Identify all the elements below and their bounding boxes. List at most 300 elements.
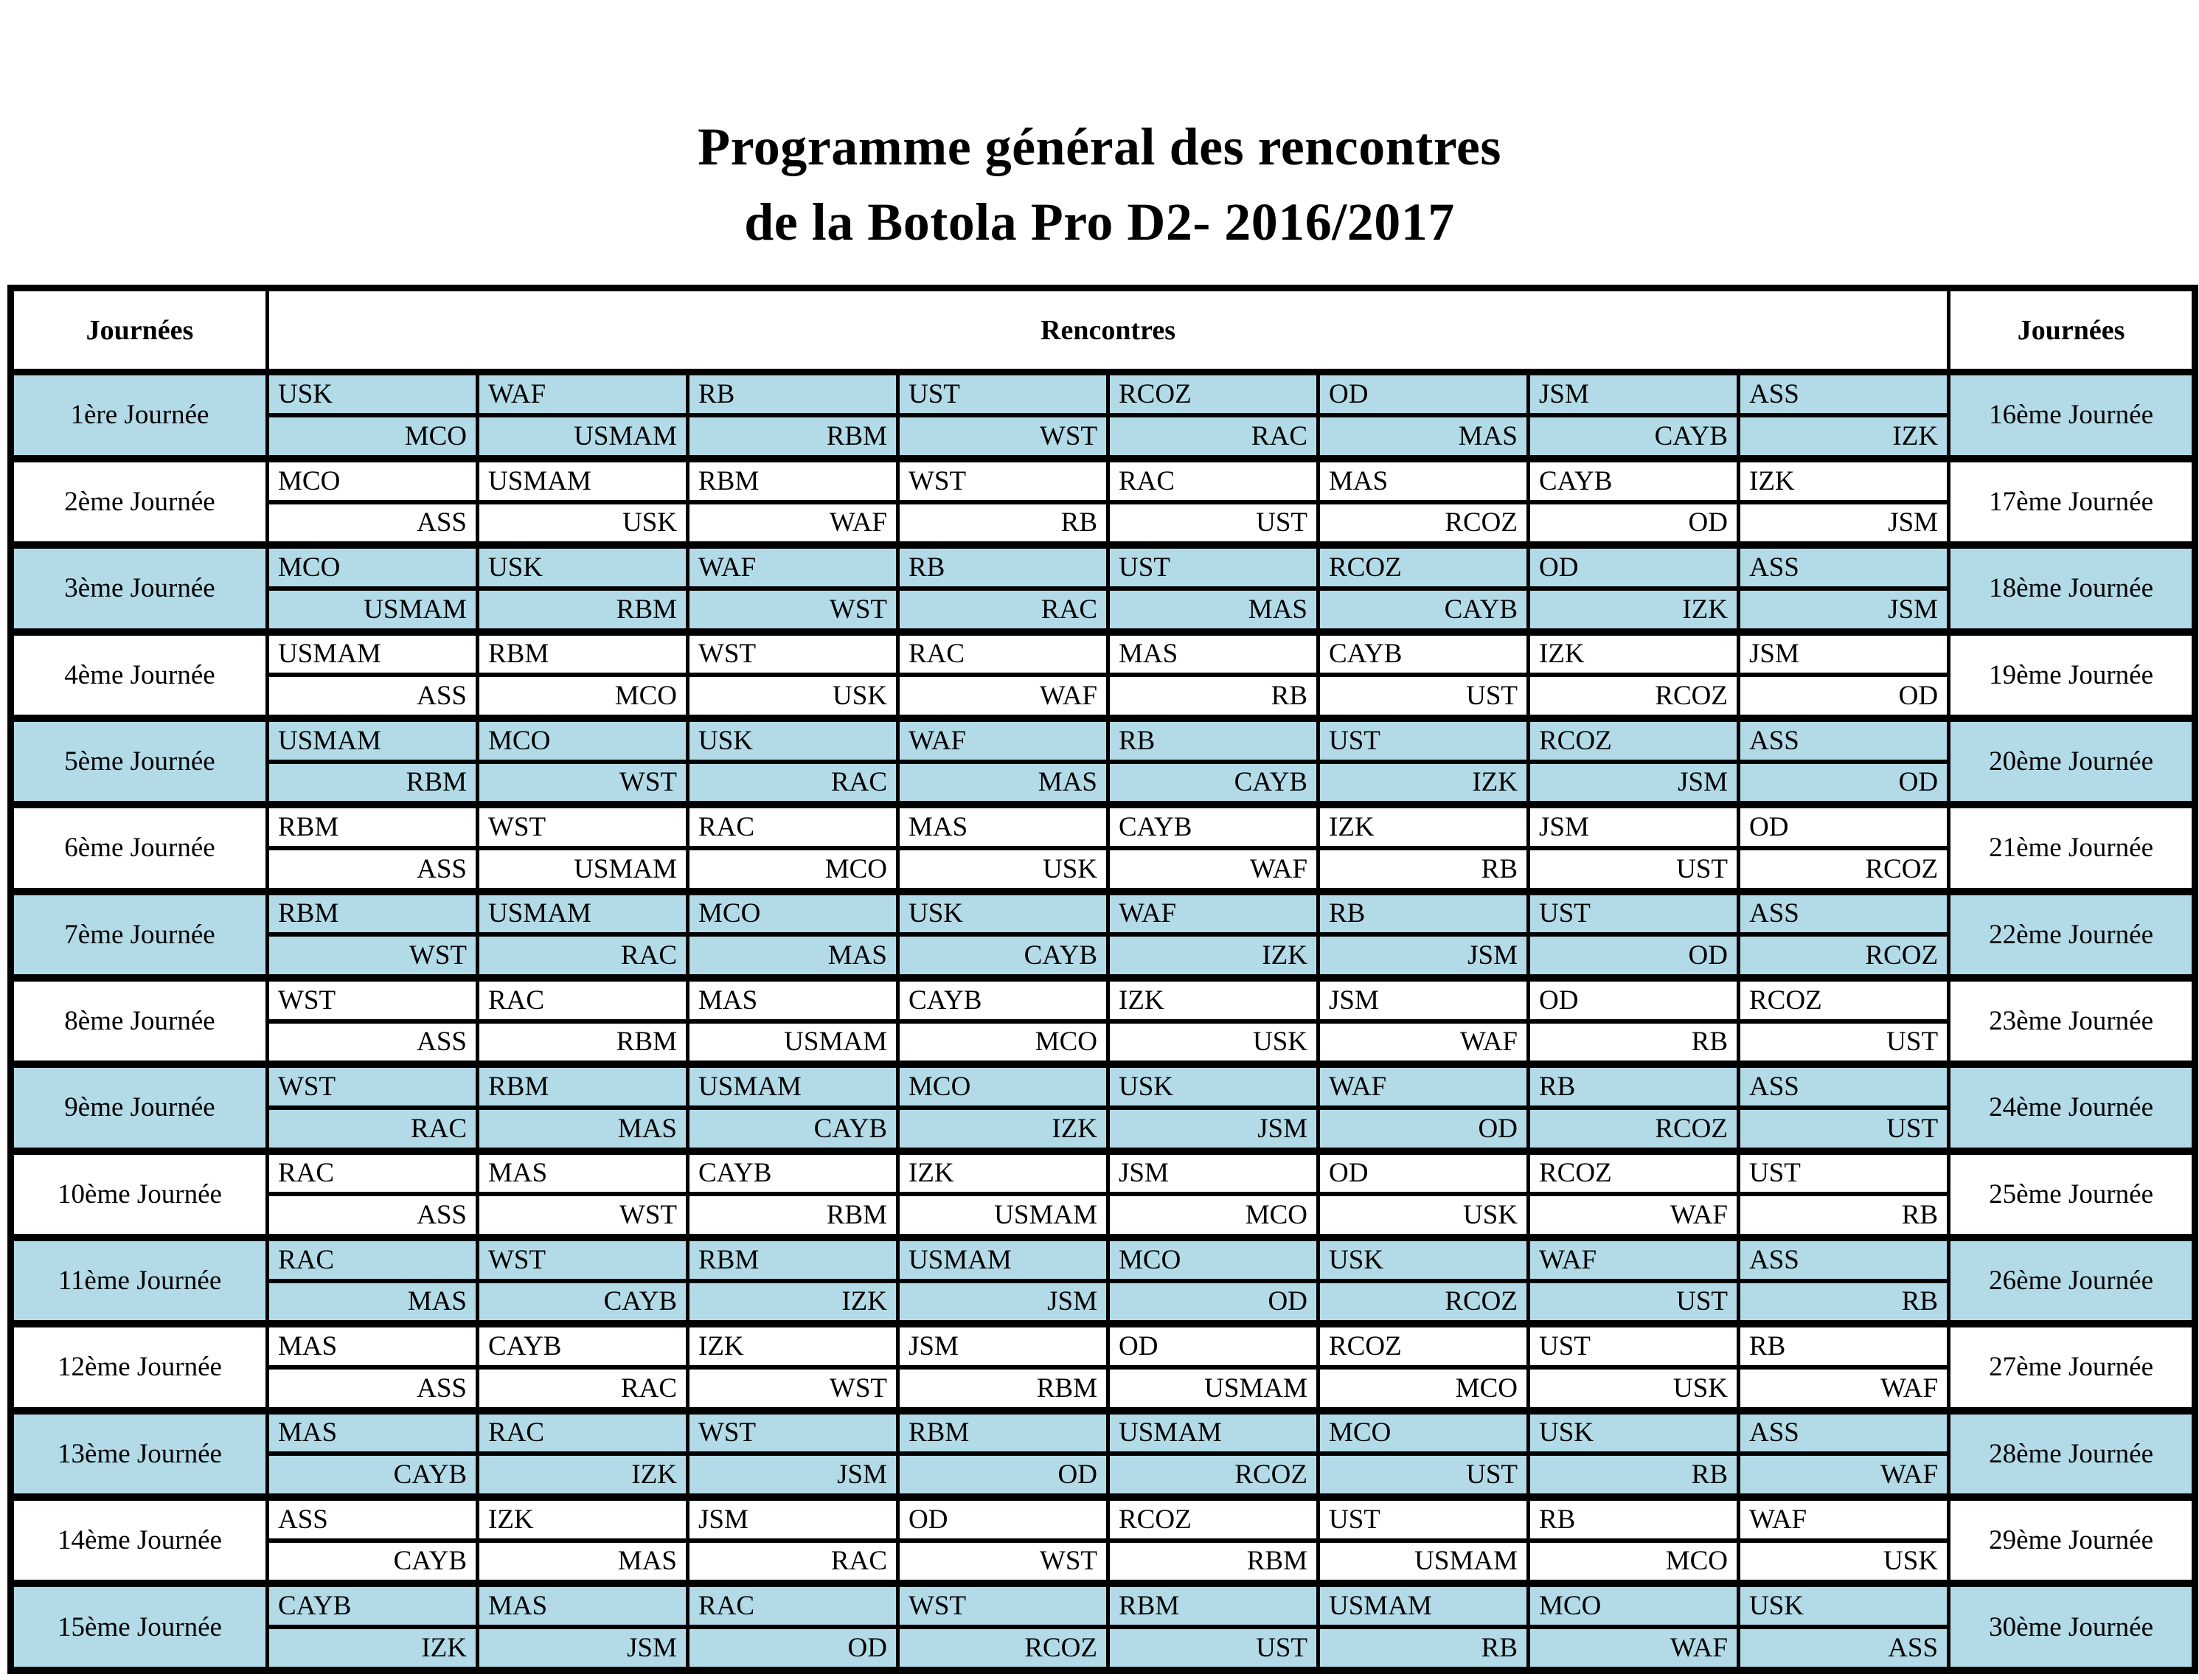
away-team-cell: MAS [688, 934, 898, 978]
away-team-cell: MCO [268, 415, 478, 459]
journee-left-label: 14ème Journée [11, 1497, 268, 1583]
away-team-cell: IZK [898, 1108, 1108, 1151]
journee-row-bottom [11, 502, 2195, 546]
away-team-cell: CAYB [1529, 415, 1739, 459]
home-team-cell: RBM [478, 1064, 688, 1108]
home-team-cell: RBM [898, 1411, 1108, 1454]
away-team-cell: MCO [1529, 1541, 1739, 1584]
away-team-cell: WST [688, 589, 898, 632]
away-team-cell: ASS [268, 1021, 478, 1065]
away-team-cell: WST [478, 1194, 688, 1238]
away-team-cell: IZK [1319, 762, 1529, 805]
home-team-cell: OD [1529, 978, 1739, 1021]
away-team-cell: USK [1529, 1367, 1739, 1411]
home-team-cell: UST [1529, 1324, 1739, 1367]
journee-right-label: 19ème Journée [1949, 632, 2195, 718]
away-team-cell: RAC [268, 1108, 478, 1151]
home-team-cell: MCO [1108, 1238, 1319, 1281]
home-team-cell: USMAM [1108, 1411, 1319, 1454]
home-team-cell: RAC [898, 632, 1108, 676]
home-team-cell: WAF [898, 718, 1108, 762]
home-team-cell: MCO [478, 718, 688, 762]
journee-row-top [11, 632, 2195, 676]
journee-right-label: 21ème Journée [1949, 805, 2195, 891]
away-team-cell: RCOZ [1319, 1281, 1529, 1325]
journee-right-label: 30ème Journée [1949, 1583, 2195, 1670]
journee-row-top [11, 978, 2195, 1021]
away-team-cell: MAS [898, 762, 1108, 805]
journee-row-top [11, 1064, 2195, 1108]
away-team-cell: CAYB [268, 1454, 478, 1497]
journee-row-bottom [11, 1194, 2195, 1238]
home-team-cell: RCOZ [1319, 1324, 1529, 1367]
away-team-cell: OD [1739, 762, 1949, 805]
home-team-cell: RBM [688, 1238, 898, 1281]
home-team-cell: RBM [688, 459, 898, 502]
home-team-cell: WAF [1529, 1238, 1739, 1281]
journee-row-bottom [11, 934, 2195, 978]
away-team-cell: RB [1529, 1021, 1739, 1065]
home-team-cell: CAYB [268, 1583, 478, 1627]
journee-left-label: 9ème Journée [11, 1064, 268, 1150]
away-team-cell: WST [688, 1367, 898, 1411]
home-team-cell: RB [1108, 718, 1319, 762]
home-team-cell: ASS [1739, 372, 1949, 416]
home-team-cell: RB [688, 372, 898, 416]
journee-row-bottom [11, 762, 2195, 805]
home-team-cell: USK [1319, 1238, 1529, 1281]
away-team-cell: UST [1108, 502, 1319, 546]
away-team-cell: UST [1739, 1108, 1949, 1151]
journee-right-label: 26ème Journée [1949, 1238, 2195, 1324]
home-team-cell: USMAM [898, 1238, 1108, 1281]
away-team-cell: UST [1108, 1627, 1319, 1670]
home-team-cell: USK [1529, 1411, 1739, 1454]
away-team-cell: WAF [1739, 1367, 1949, 1411]
home-team-cell: USMAM [478, 892, 688, 935]
away-team-cell: USMAM [1108, 1367, 1319, 1411]
journee-left-label: 15ème Journée [11, 1583, 268, 1670]
away-team-cell: RBM [268, 762, 478, 805]
journee-left-label: 7ème Journée [11, 892, 268, 978]
journee-row-bottom [11, 1541, 2195, 1584]
journee-row-top [11, 892, 2195, 935]
home-team-cell: OD [1319, 372, 1529, 416]
journee-row-bottom [11, 1367, 2195, 1411]
home-team-cell: USK [898, 892, 1108, 935]
journee-row-top [11, 372, 2195, 416]
home-team-cell: CAYB [898, 978, 1108, 1021]
home-team-cell: IZK [1739, 459, 1949, 502]
away-team-cell: JSM [478, 1627, 688, 1670]
journee-left-label: 10ème Journée [11, 1151, 268, 1238]
away-team-cell: ASS [268, 848, 478, 892]
away-team-cell: USMAM [268, 589, 478, 632]
home-team-cell: MAS [1108, 632, 1319, 676]
journee-row-bottom [11, 1281, 2195, 1325]
document-title [0, 109, 2199, 260]
home-team-cell: USMAM [1319, 1583, 1529, 1627]
home-team-cell: JSM [898, 1324, 1108, 1367]
home-team-cell: USK [1739, 1583, 1949, 1627]
away-team-cell: WAF [688, 502, 898, 546]
away-team-cell: RAC [478, 1367, 688, 1411]
away-team-cell: UST [1529, 848, 1739, 892]
away-team-cell: RBM [478, 1021, 688, 1065]
away-team-cell: UST [1529, 1281, 1739, 1325]
away-team-cell: ASS [268, 675, 478, 718]
home-team-cell: MAS [478, 1151, 688, 1195]
home-team-cell: RAC [688, 805, 898, 848]
away-team-cell: USMAM [898, 1194, 1108, 1238]
home-team-cell: CAYB [1108, 805, 1319, 848]
header-journees-left: Journées [11, 288, 268, 372]
away-team-cell: RBM [898, 1367, 1108, 1411]
home-team-cell: RAC [688, 1583, 898, 1627]
home-team-cell: RAC [478, 1411, 688, 1454]
home-team-cell: ASS [1739, 718, 1949, 762]
away-team-cell: IZK [1108, 934, 1319, 978]
journee-row-bottom [11, 589, 2195, 632]
home-team-cell: CAYB [1529, 459, 1739, 502]
away-team-cell: OD [898, 1454, 1108, 1497]
home-team-cell: MCO [268, 459, 478, 502]
away-team-cell: MAS [1319, 415, 1529, 459]
away-team-cell: RAC [688, 762, 898, 805]
home-team-cell: RBM [268, 805, 478, 848]
away-team-cell: MAS [478, 1541, 688, 1584]
home-team-cell: OD [1739, 805, 1949, 848]
home-team-cell: JSM [1529, 805, 1739, 848]
away-team-cell: RBM [688, 415, 898, 459]
home-team-cell: WST [478, 1238, 688, 1281]
journee-left-label: 8ème Journée [11, 978, 268, 1064]
away-team-cell: IZK [268, 1627, 478, 1670]
home-team-cell: USMAM [268, 632, 478, 676]
home-team-cell: RCOZ [1108, 1497, 1319, 1541]
away-team-cell: MAS [478, 1108, 688, 1151]
away-team-cell: WAF [1108, 848, 1319, 892]
journee-row-top [11, 805, 2195, 848]
away-team-cell: JSM [1529, 762, 1739, 805]
away-team-cell: RB [1319, 1627, 1529, 1670]
away-team-cell: UST [1319, 1454, 1529, 1497]
journee-row-bottom [11, 1108, 2195, 1151]
away-team-cell: RBM [478, 589, 688, 632]
away-team-cell: OD [1739, 675, 1949, 718]
home-team-cell: ASS [1739, 1064, 1949, 1108]
home-team-cell: OD [1529, 545, 1739, 589]
away-team-cell: JSM [1739, 589, 1949, 632]
journee-right-label: 28ème Journée [1949, 1411, 2195, 1497]
away-team-cell: WST [268, 934, 478, 978]
home-team-cell: USMAM [478, 459, 688, 502]
away-team-cell: WAF [1529, 1627, 1739, 1670]
journee-right-label: 17ème Journée [1949, 459, 2195, 545]
journee-row-top [11, 1583, 2195, 1627]
home-team-cell: MAS [268, 1411, 478, 1454]
home-team-cell: RAC [268, 1238, 478, 1281]
title-line-1: Programme général des rencontres [698, 117, 1501, 176]
journee-right-label: 16ème Journée [1949, 372, 2195, 459]
home-team-cell: RAC [1108, 459, 1319, 502]
away-team-cell: JSM [1108, 1108, 1319, 1151]
home-team-cell: RAC [268, 1151, 478, 1195]
away-team-cell: IZK [478, 1454, 688, 1497]
home-team-cell: RCOZ [1529, 1151, 1739, 1195]
home-team-cell: RCOZ [1319, 545, 1529, 589]
away-team-cell: CAYB [268, 1541, 478, 1584]
home-team-cell: IZK [1108, 978, 1319, 1021]
away-team-cell: USMAM [478, 415, 688, 459]
home-team-cell: WAF [478, 372, 688, 416]
home-team-cell: ASS [1739, 545, 1949, 589]
home-team-cell: UST [898, 372, 1108, 416]
away-team-cell: MAS [1108, 589, 1319, 632]
away-team-cell: RB [898, 502, 1108, 546]
home-team-cell: JSM [1108, 1151, 1319, 1195]
home-team-cell: RBM [268, 892, 478, 935]
home-team-cell: UST [1739, 1151, 1949, 1195]
away-team-cell: RB [1739, 1281, 1949, 1325]
journee-row-top [11, 459, 2195, 502]
away-team-cell: RAC [1108, 415, 1319, 459]
away-team-cell: CAYB [688, 1108, 898, 1151]
home-team-cell: JSM [688, 1497, 898, 1541]
home-team-cell: USK [478, 545, 688, 589]
journee-row-bottom [11, 1454, 2195, 1497]
home-team-cell: WAF [1739, 1497, 1949, 1541]
home-team-cell: UST [1319, 718, 1529, 762]
home-team-cell: ASS [1739, 892, 1949, 935]
home-team-cell: RAC [478, 978, 688, 1021]
home-team-cell: MCO [268, 545, 478, 589]
away-team-cell: RB [1108, 675, 1319, 718]
away-team-cell: WAF [898, 675, 1108, 718]
home-team-cell: RB [1739, 1324, 1949, 1367]
away-team-cell: OD [1529, 502, 1739, 546]
away-team-cell: RAC [688, 1541, 898, 1584]
home-team-cell: USK [268, 372, 478, 416]
away-team-cell: WAF [1319, 1021, 1529, 1065]
away-team-cell: USMAM [478, 848, 688, 892]
home-team-cell: IZK [688, 1324, 898, 1367]
journee-row-top [11, 1411, 2195, 1454]
away-team-cell: MAS [268, 1281, 478, 1325]
journee-row-bottom [11, 675, 2195, 718]
away-team-cell: USK [688, 675, 898, 718]
away-team-cell: RCOZ [898, 1627, 1108, 1670]
home-team-cell: WST [688, 632, 898, 676]
home-team-cell: RB [898, 545, 1108, 589]
home-team-cell: IZK [898, 1151, 1108, 1195]
home-team-cell: UST [1319, 1497, 1529, 1541]
away-team-cell: CAYB [898, 934, 1108, 978]
home-team-cell: MCO [898, 1064, 1108, 1108]
journee-row-bottom [11, 415, 2195, 459]
title-line-2: de la Botola Pro D2- 2016/2017 [744, 192, 1455, 252]
away-team-cell: JSM [898, 1281, 1108, 1325]
home-team-cell: MAS [898, 805, 1108, 848]
away-team-cell: RAC [478, 934, 688, 978]
away-team-cell: WST [898, 1541, 1108, 1584]
home-team-cell: USMAM [688, 1064, 898, 1108]
away-team-cell: IZK [1739, 415, 1949, 459]
away-team-cell: UST [1319, 675, 1529, 718]
away-team-cell: RCOZ [1739, 934, 1949, 978]
journee-right-label: 20ème Journée [1949, 718, 2195, 805]
away-team-cell: WST [478, 762, 688, 805]
home-team-cell: OD [1319, 1151, 1529, 1195]
away-team-cell: JSM [1319, 934, 1529, 978]
header-row [11, 288, 2195, 372]
home-team-cell: WST [898, 1583, 1108, 1627]
journee-row-top [11, 718, 2195, 762]
away-team-cell: RCOZ [1319, 502, 1529, 546]
away-team-cell: USK [478, 502, 688, 546]
home-team-cell: WST [268, 978, 478, 1021]
journee-row-bottom [11, 1627, 2195, 1670]
home-team-cell: CAYB [688, 1151, 898, 1195]
away-team-cell: USMAM [1319, 1541, 1529, 1584]
journee-left-label: 13ème Journée [11, 1411, 268, 1497]
home-team-cell: UST [1529, 892, 1739, 935]
journee-right-label: 25ème Journée [1949, 1151, 2195, 1238]
away-team-cell: MCO [478, 675, 688, 718]
away-team-cell: OD [688, 1627, 898, 1670]
header-journees-right: Journées [1949, 288, 2195, 372]
header-rencontres: Rencontres [268, 288, 1949, 372]
home-team-cell: CAYB [478, 1324, 688, 1367]
away-team-cell: IZK [1529, 589, 1739, 632]
home-team-cell: WAF [688, 545, 898, 589]
journee-left-label: 1ère Journée [11, 372, 268, 459]
home-team-cell: OD [1108, 1324, 1319, 1367]
away-team-cell: ASS [268, 1194, 478, 1238]
away-team-cell: IZK [688, 1281, 898, 1325]
away-team-cell: WST [898, 415, 1108, 459]
away-team-cell: RBM [688, 1194, 898, 1238]
home-team-cell: RCOZ [1529, 718, 1739, 762]
away-team-cell: RCOZ [1739, 848, 1949, 892]
away-team-cell: RB [1319, 848, 1529, 892]
away-team-cell: USK [1739, 1541, 1949, 1584]
home-team-cell: MAS [688, 978, 898, 1021]
away-team-cell: UST [1739, 1021, 1949, 1065]
home-team-cell: IZK [1529, 632, 1739, 676]
journee-right-label: 29ème Journée [1949, 1497, 2195, 1583]
home-team-cell: MCO [688, 892, 898, 935]
journee-right-label: 27ème Journée [1949, 1324, 2195, 1410]
away-team-cell: MCO [688, 848, 898, 892]
home-team-cell: JSM [1529, 372, 1739, 416]
away-team-cell: MCO [1108, 1194, 1319, 1238]
home-team-cell: RB [1529, 1064, 1739, 1108]
home-team-cell: OD [898, 1497, 1108, 1541]
away-team-cell: ASS [268, 502, 478, 546]
away-team-cell: USK [1319, 1194, 1529, 1238]
journee-left-label: 2ème Journée [11, 459, 268, 545]
fixtures-table [7, 285, 2198, 1674]
journee-left-label: 6ème Journée [11, 805, 268, 891]
journee-row-bottom [11, 1021, 2195, 1065]
home-team-cell: RCOZ [1739, 978, 1949, 1021]
home-team-cell: MAS [1319, 459, 1529, 502]
away-team-cell: RB [1529, 1454, 1739, 1497]
journee-right-label: 18ème Journée [1949, 545, 2195, 631]
away-team-cell: ASS [1739, 1627, 1949, 1670]
journee-left-label: 3ème Journée [11, 545, 268, 631]
home-team-cell: RB [1319, 892, 1529, 935]
home-team-cell: RCOZ [1108, 372, 1319, 416]
away-team-cell: OD [1529, 934, 1739, 978]
away-team-cell: USK [1108, 1021, 1319, 1065]
away-team-cell: RCOZ [1529, 1108, 1739, 1151]
away-team-cell: CAYB [1108, 762, 1319, 805]
journee-row-top [11, 1497, 2195, 1541]
home-team-cell: RBM [1108, 1583, 1319, 1627]
home-team-cell: MCO [1319, 1411, 1529, 1454]
away-team-cell: WAF [1529, 1194, 1739, 1238]
home-team-cell: WAF [1319, 1064, 1529, 1108]
home-team-cell: MAS [478, 1583, 688, 1627]
journee-row-top [11, 1324, 2195, 1367]
home-team-cell: RBM [478, 632, 688, 676]
away-team-cell: OD [1319, 1108, 1529, 1151]
home-team-cell: ASS [268, 1497, 478, 1541]
journee-row-top [11, 545, 2195, 589]
away-team-cell: RB [1739, 1194, 1949, 1238]
home-team-cell: USK [688, 718, 898, 762]
home-team-cell: WST [688, 1411, 898, 1454]
away-team-cell: WAF [1739, 1454, 1949, 1497]
journee-row-bottom [11, 848, 2195, 892]
away-team-cell: JSM [1739, 502, 1949, 546]
home-team-cell: MCO [1529, 1583, 1739, 1627]
home-team-cell: ASS [1739, 1411, 1949, 1454]
home-team-cell: USMAM [268, 718, 478, 762]
journee-right-label: 23ème Journée [1949, 978, 2195, 1064]
away-team-cell: RBM [1108, 1541, 1319, 1584]
away-team-cell: ASS [268, 1367, 478, 1411]
home-team-cell: USK [1108, 1064, 1319, 1108]
journee-row-top [11, 1238, 2195, 1281]
home-team-cell: IZK [1319, 805, 1529, 848]
away-team-cell: MCO [1319, 1367, 1529, 1411]
home-team-cell: CAYB [1319, 632, 1529, 676]
away-team-cell: CAYB [478, 1281, 688, 1325]
home-team-cell: WST [478, 805, 688, 848]
journee-row-top [11, 1151, 2195, 1195]
journee-left-label: 5ème Journée [11, 718, 268, 805]
home-team-cell: ASS [1739, 1238, 1949, 1281]
home-team-cell: JSM [1319, 978, 1529, 1021]
home-team-cell: WST [898, 459, 1108, 502]
away-team-cell: RCOZ [1529, 675, 1739, 718]
home-team-cell: IZK [478, 1497, 688, 1541]
home-team-cell: WST [268, 1064, 478, 1108]
journee-left-label: 4ème Journée [11, 632, 268, 718]
away-team-cell: USMAM [688, 1021, 898, 1065]
away-team-cell: RCOZ [1108, 1454, 1319, 1497]
journee-left-label: 11ème Journée [11, 1238, 268, 1324]
home-team-cell: JSM [1739, 632, 1949, 676]
home-team-cell: MAS [268, 1324, 478, 1367]
away-team-cell: CAYB [1319, 589, 1529, 632]
away-team-cell: RAC [898, 589, 1108, 632]
home-team-cell: RB [1529, 1497, 1739, 1541]
away-team-cell: OD [1108, 1281, 1319, 1325]
